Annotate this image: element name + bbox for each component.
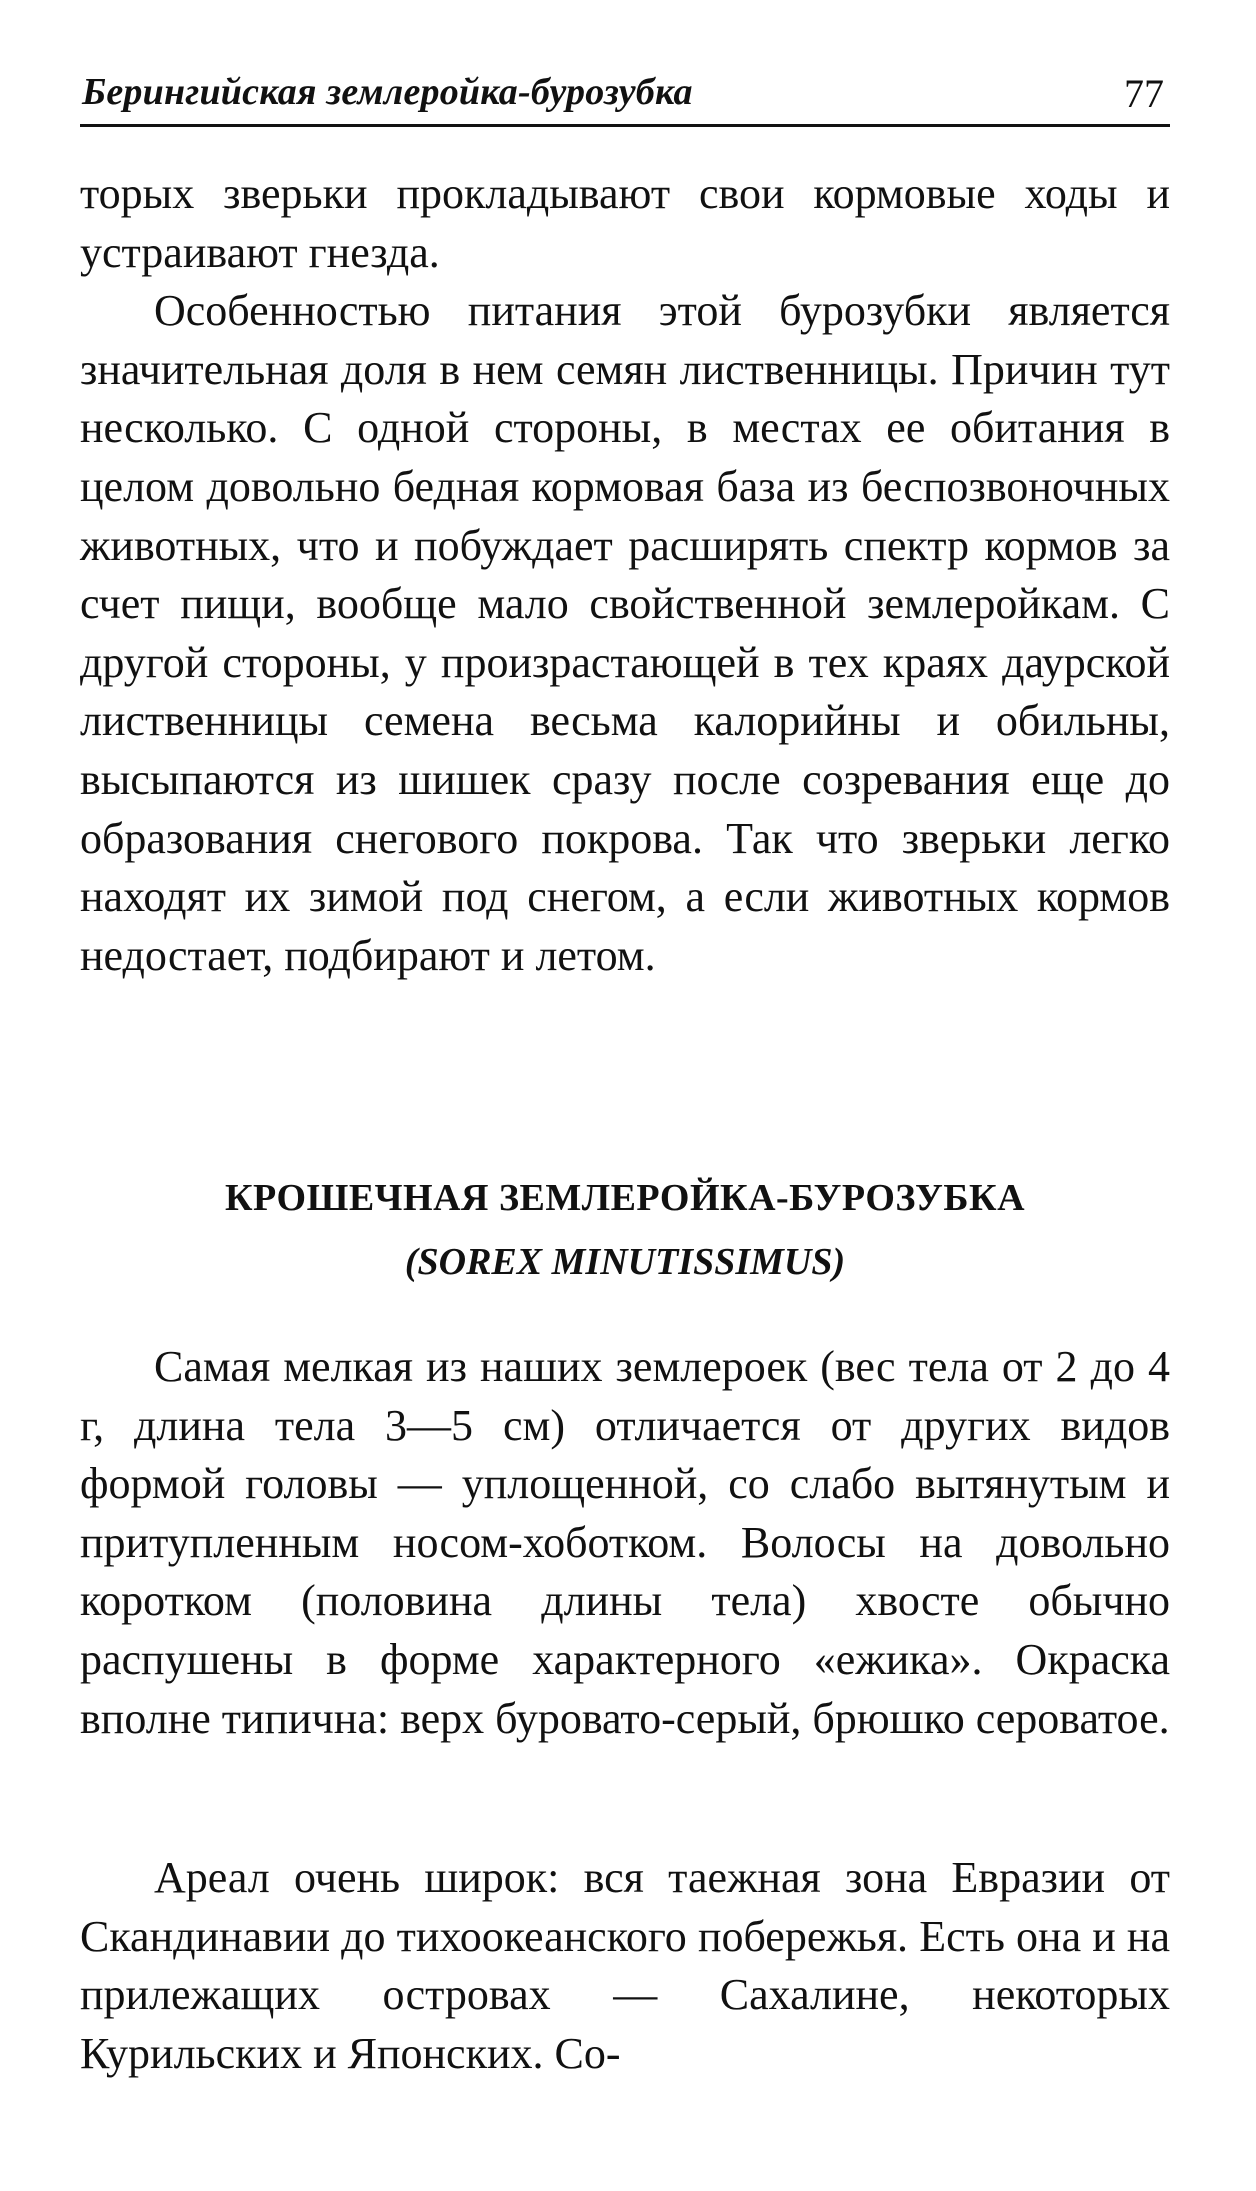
text-block-range: [80, 1849, 1170, 2083]
running-header: [80, 62, 1170, 127]
text-block-description: [80, 1338, 1170, 1748]
paragraph-continuation: торых зверьки прокладывают свои кормовые ходы и устраивают гнезда.: [80, 169, 1170, 277]
section-title: КРОШЕЧНАЯ ЗЕМЛЕРОЙКА-БУРОЗУБКА: [224, 1177, 1026, 1219]
section-heading: [80, 1170, 1170, 1290]
page-number: 77: [1124, 71, 1164, 116]
paragraph-diet: Особенностью питания этой бурозубки является значительная доля в нем семян лиственницы. Причин тут несколько. С одной стороны, в местах ее обитания в целом довольно бедная кормовая база из беспозвоночных животных, что и побуждает расширять спектр кормов за счет пищи, вообще мало свойственной землеройкам. С другой стороны, у произрастающей в тех краях даурской лиственницы семена весьма калорийны и обильны, высыпаются из шишек сразу после созревания еще до образования снегового покрова. Так что зверьки легко находят их зимой под снегом, а если животных кормов недостает, подбирают и летом.: [80, 286, 1170, 980]
paragraph-range: Ареал очень широк: вся таежная зона Евразии от Скандинавии до тихоокеанского побережья. Есть она и на прилежащих островах — Сахалине, некоторых Курильских и Японских. Со-: [80, 1853, 1170, 2078]
text-block-top: [80, 165, 1170, 985]
paragraph-description: Самая мелкая из наших землероек (вес тела от 2 до 4 г, длина тела 3—5 см) отличается от других видов формой головы — уплощенной, со слабо вытянутым и притупленным носом-хоботком. Волосы на довольно коротком (половина длины тела) хвосте обычно распушены в форме характерного «ежика». Окраска вполне типична: верх буровато-серый, брюшко сероватое.: [80, 1342, 1170, 1743]
running-title: Берингийская землеройка-бурозубка: [82, 71, 693, 113]
section-latin-name: (SOREX MINUTISSIMUS): [404, 1241, 846, 1283]
